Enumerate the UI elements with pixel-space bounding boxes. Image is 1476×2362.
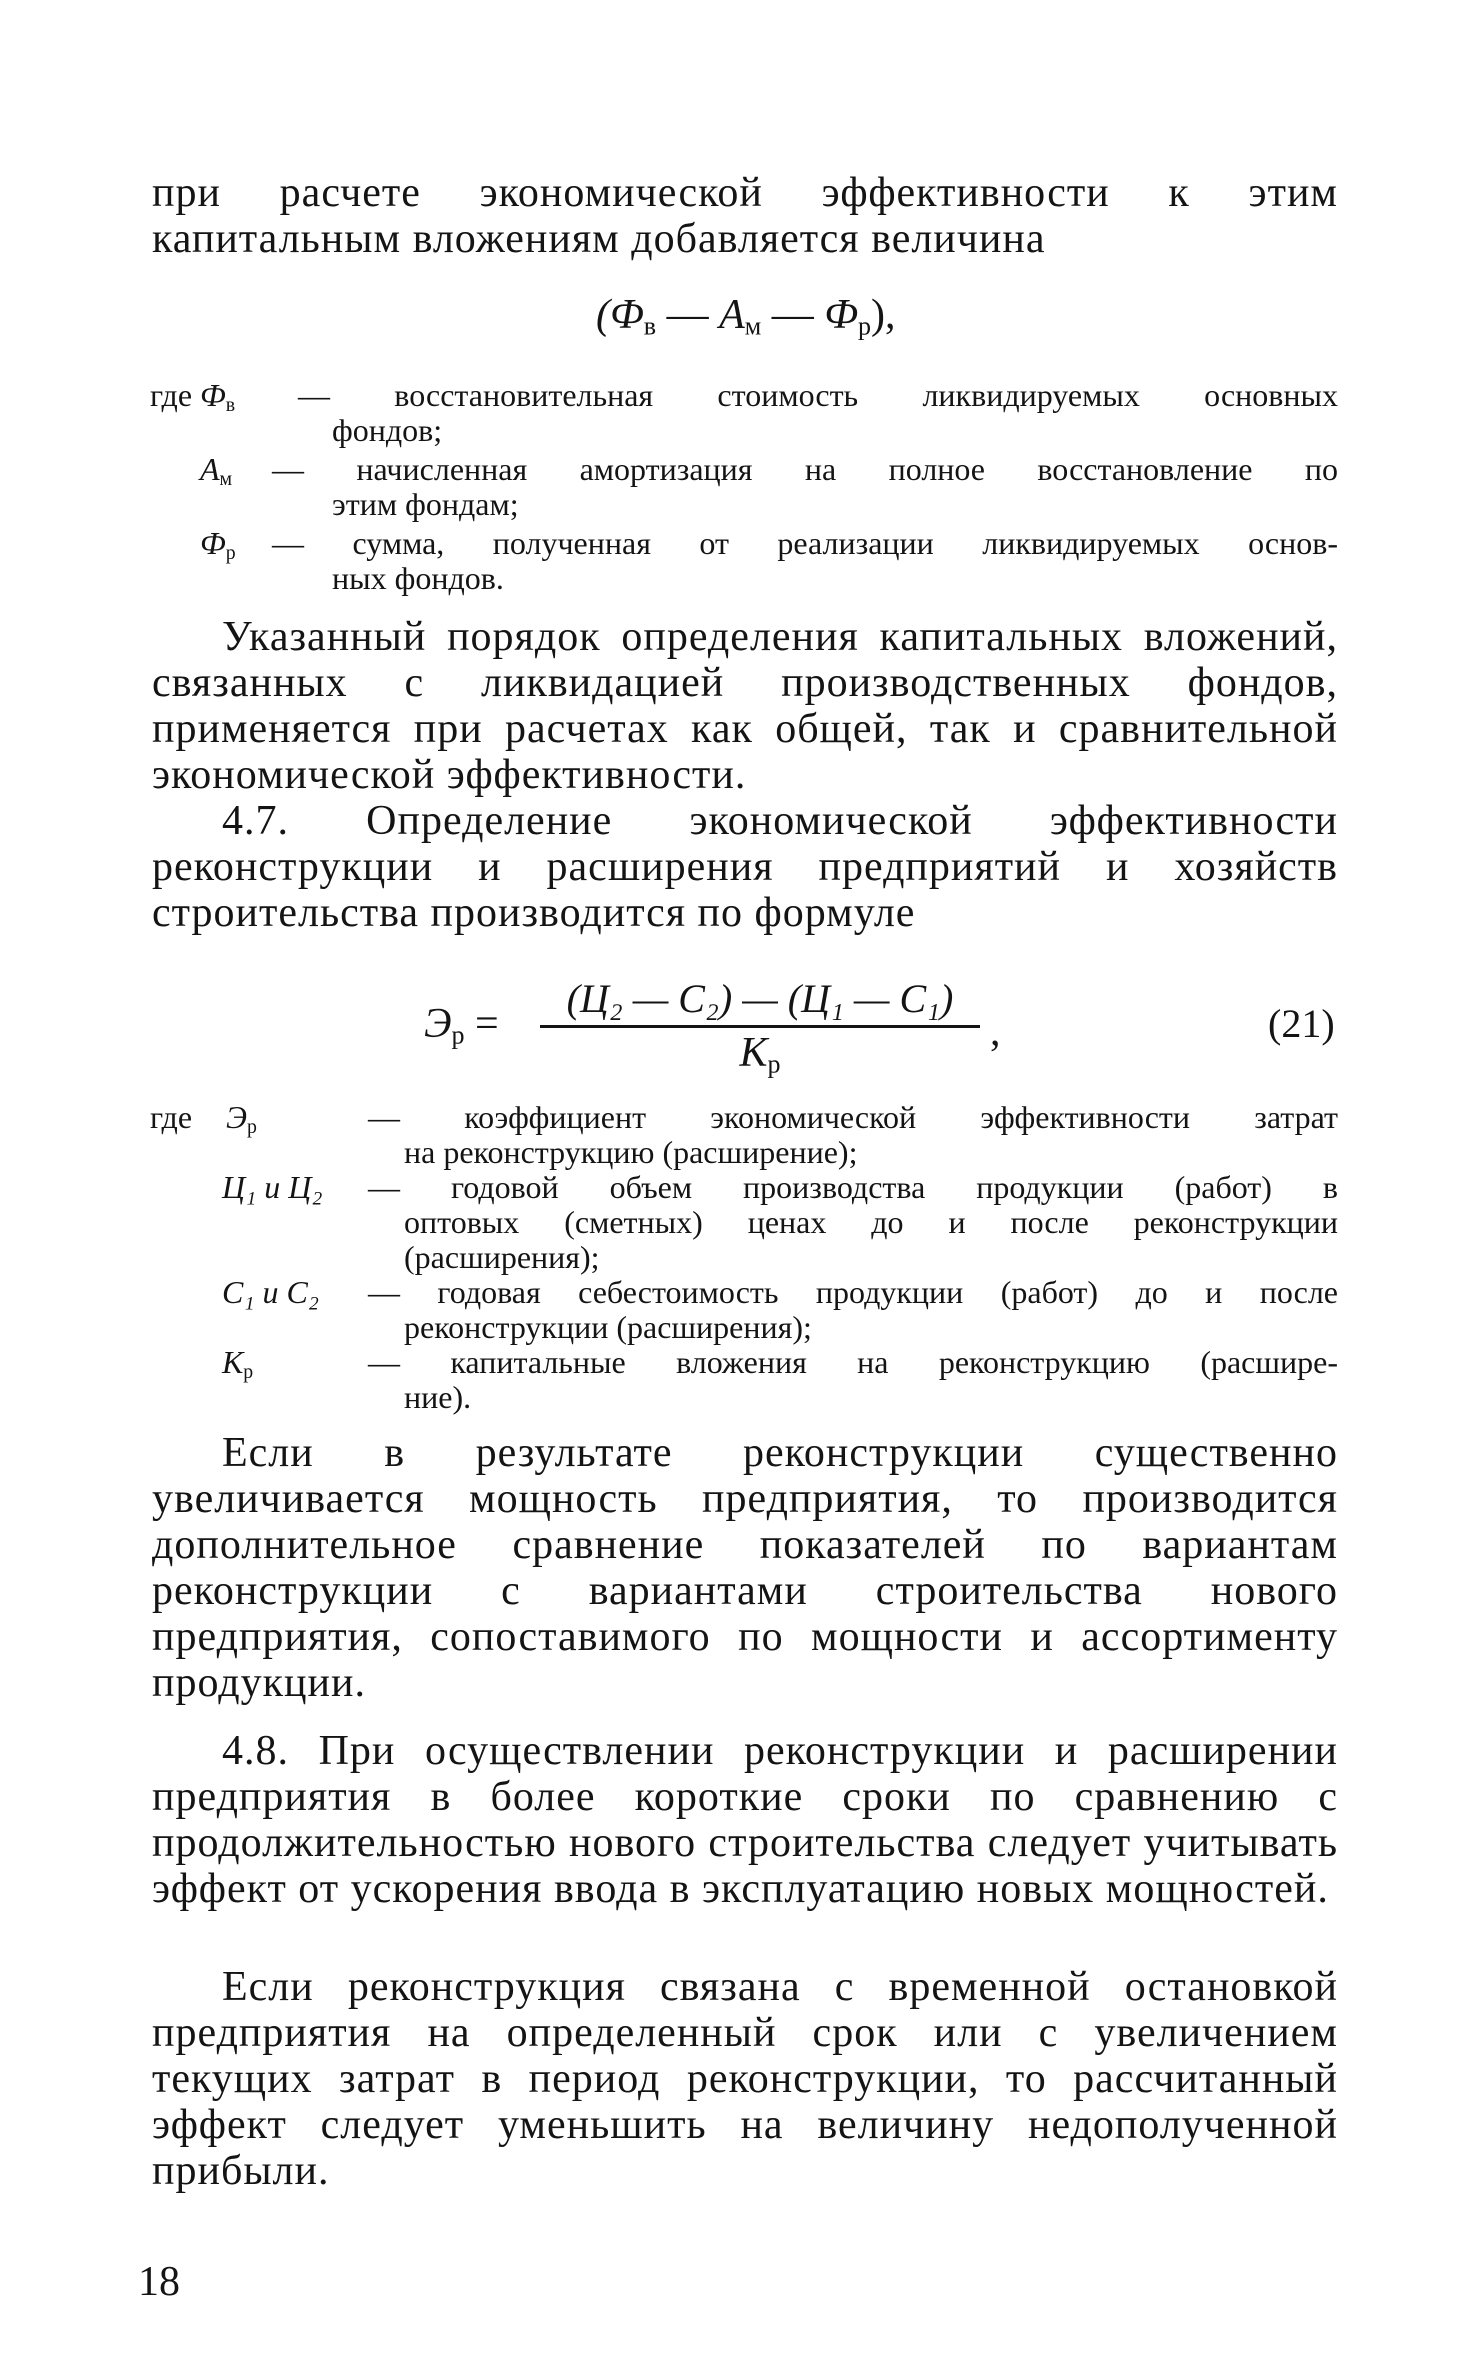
definition-line: (расширения);: [404, 1239, 600, 1275]
paragraph-4-7: 4.7. Определение экономической эффективности реконструкции и расширения предприятий и хозяйств строительства производится по формуле: [152, 798, 1338, 936]
definition-text: [368, 1100, 1338, 1135]
symbol: Ф: [200, 377, 226, 413]
symbol: К: [222, 1344, 244, 1380]
definition-line: на реконструкцию (расширение);: [404, 1134, 858, 1170]
definition-symbol: [222, 1345, 253, 1390]
subscript: м: [219, 467, 233, 490]
subscript: р: [243, 1360, 254, 1383]
definition-cont: [404, 1240, 1338, 1275]
definition-line: ние).: [404, 1379, 472, 1415]
definition-cont: [332, 413, 1338, 448]
formula-21-lhs: [424, 1000, 499, 1051]
comma: ,: [990, 1009, 1001, 1055]
definition-text: [272, 526, 1338, 561]
definition-symbol: [150, 1100, 257, 1145]
fraction-denominator: [540, 1029, 980, 1080]
definition-phi-v: [150, 378, 1340, 452]
paragraph-liquidation-procedure: Указанный порядок определения капитальных вложений, связанных с ликвидацией производственных фондов, применяется при расчетах как общей, так и сравнительной экономической эффективности.: [152, 614, 1338, 798]
definition-text: [272, 452, 1338, 487]
paragraph-intro: при расчете экономической эффективности к этим капитальным вложениям добавляется величина: [152, 170, 1338, 262]
subscript: в: [225, 393, 236, 416]
where-label: где: [150, 377, 193, 413]
page-number: 18: [138, 2259, 180, 2305]
definition-symbol: С₁ и С₂: [222, 1274, 319, 1310]
symbol: Ф: [200, 525, 226, 561]
symbol-a-m: А: [719, 292, 745, 338]
definition-text: [298, 378, 1338, 413]
subscript: в: [643, 311, 657, 341]
definition-a-m: [150, 452, 1340, 526]
definition-text: [368, 1275, 1338, 1310]
definition-text: [368, 1345, 1338, 1380]
definition-text: [368, 1170, 1338, 1205]
paragraph-capacity-increase: Если в результате реконструкции существенно увеличивается мощность предприятия, то производится дополнительное сравнение показателей по вариантам реконструкции с вариантами строительства нового предприятия, сопоставимого по мощности и ассортименту продукции.: [152, 1430, 1338, 1706]
definition-e-r: [150, 1100, 1340, 1170]
definition-line: ных фондов.: [332, 560, 504, 596]
subscript: р: [225, 541, 236, 564]
definition-line: этим фондам;: [332, 486, 519, 522]
definition-k-r: [150, 1345, 1340, 1415]
definition-line: — годовая себестоимость продукции (работ) до и после: [368, 1274, 1338, 1310]
equation-number: (21): [1268, 1001, 1335, 1046]
paragraph-4-8: 4.8. При осуществлении реконструкции и расширении предприятия в более короткие сроки по сравнению с продолжительностью нового строительства следует учитывать эффект от ускорения ввода в эксплуатацию новых мощностей.: [152, 1728, 1338, 1912]
definition-cont: [404, 1380, 1338, 1415]
definition-cont: [332, 487, 1338, 522]
definition-cont: [332, 561, 1338, 596]
formula-21-comma: [990, 1008, 1001, 1056]
minus-sign: —: [771, 292, 814, 338]
subscript: р: [246, 1115, 257, 1138]
definition-line: — сумма, полученная от реализации ликвидируемых основ-: [272, 525, 1338, 561]
where-label: где: [150, 1099, 193, 1135]
formula-21-fraction: [540, 975, 980, 1085]
symbol-phi-v: Ф: [610, 292, 644, 338]
definition-s1-s2: [150, 1275, 1340, 1345]
symbol: Э: [226, 1099, 247, 1135]
formula-paren: (: [596, 292, 610, 338]
definition-symbol: [200, 526, 236, 571]
symbol-k: К: [739, 1030, 768, 1076]
definition-line: — капитальные вложения на реконструкцию (расшире-: [368, 1344, 1338, 1380]
subscript: м: [744, 311, 762, 341]
formula-paren: ),: [871, 292, 896, 338]
symbol-e-r: Э: [424, 1001, 452, 1047]
definition-line: — годовой объем производства продукции (работ) в: [368, 1169, 1338, 1205]
definition-line: — коэффициент экономической эффективности затрат: [368, 1099, 1338, 1135]
subscript: р: [767, 1049, 781, 1079]
fraction-numerator: (Ц₂ — С₂) — (Ц₁ — С₁): [566, 976, 954, 1021]
formula-liquidation: [596, 291, 896, 342]
fraction-bar: [540, 1025, 980, 1028]
definition-phi-r: [150, 526, 1340, 600]
definition-line: — начисленная амортизация на полное восстановление по: [272, 451, 1338, 487]
definition-cont: [404, 1135, 1338, 1170]
definition-line: оптовых (сметных) ценах до и после реконструкции: [404, 1204, 1338, 1240]
definition-line: — восстановительная стоимость ликвидируемых основных: [298, 377, 1338, 413]
definition-cont: [404, 1205, 1338, 1240]
equals-sign: =: [475, 1001, 499, 1047]
definition-cont: [404, 1310, 1338, 1345]
definition-c1-c2: [150, 1170, 1340, 1275]
definition-symbol: [150, 378, 235, 423]
definition-line: фондов;: [332, 412, 443, 448]
minus-sign: —: [666, 292, 709, 338]
definition-symbol: Ц₁ и Ц₂: [222, 1169, 323, 1205]
subscript: р: [858, 311, 872, 341]
symbol-phi-r: Ф: [824, 292, 858, 338]
definition-symbol: [200, 452, 232, 497]
definition-line: реконструкции (расширения);: [404, 1309, 812, 1345]
symbol: А: [200, 451, 220, 487]
paragraph-temporary-stop: Если реконструкция связана с временной остановкой предприятия на определенный срок или с увеличением текущих затрат в период реконструкции, то рассчитанный эффект следует уменьшить на величину недополученной прибыли.: [152, 1964, 1338, 2194]
subscript: р: [451, 1020, 465, 1050]
